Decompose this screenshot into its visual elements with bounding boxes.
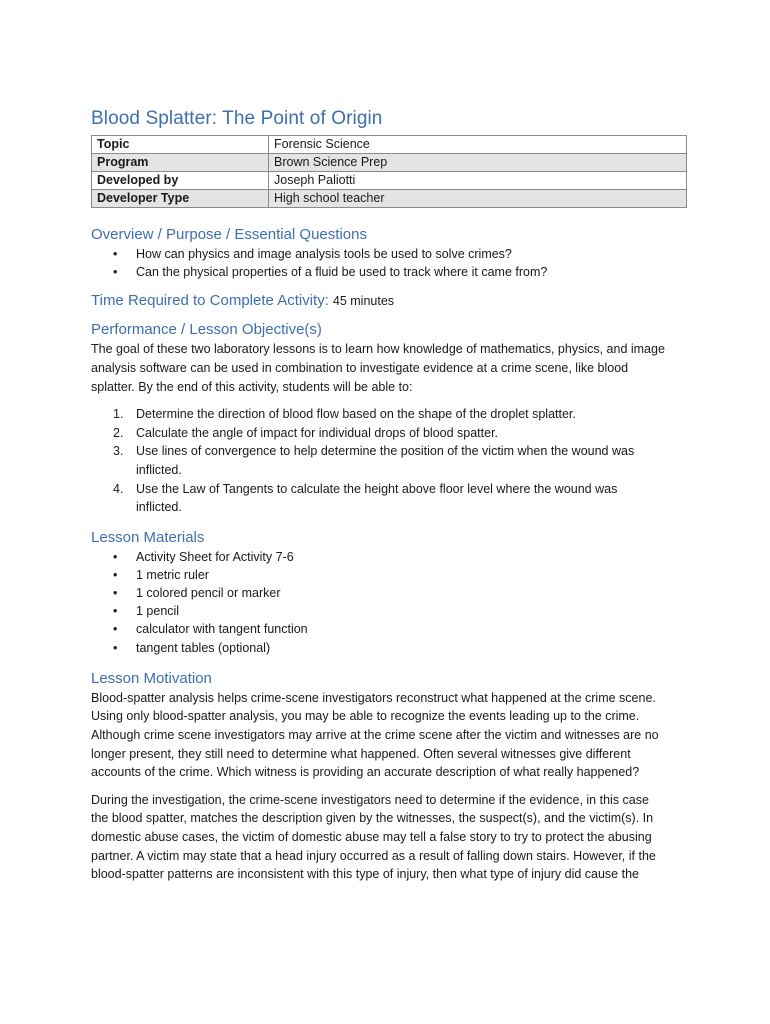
list-item-text: inflicted. [136, 500, 182, 515]
text-line: accounts of the crime. Which witness is providing an accurate description of what really happened? [91, 765, 640, 780]
bullet-icon: • [113, 265, 118, 280]
bullet-icon: • [113, 549, 118, 564]
list-item-text: Activity Sheet for Activity 7-6 [136, 549, 294, 564]
list-number: 1. [113, 407, 124, 422]
objectives-list [91, 405, 691, 517]
list-item [91, 263, 691, 281]
motivation-paragraph-1 [91, 689, 691, 782]
list-item [91, 424, 691, 443]
list-item [91, 620, 691, 638]
table-value: Joseph Paliotti [269, 172, 687, 190]
text-line: splatter. By the end of this activity, students will be able to: [91, 379, 413, 394]
motivation-heading: Lesson Motivation [91, 669, 212, 687]
list-item-text: Calculate the angle of impact for individual drops of blood spatter. [136, 425, 499, 440]
list-number: 3. [113, 444, 124, 459]
list-item [91, 639, 691, 657]
list-number: 4. [113, 481, 124, 496]
text-line: Using only blood-spatter analysis, you may be able to recognize the events leading up to the crime. [91, 709, 640, 724]
list-item-text: 1 colored pencil or marker [136, 586, 281, 601]
materials-heading: Lesson Materials [91, 528, 205, 546]
time-heading: Time Required to Complete Activity: [91, 292, 329, 310]
document-content [91, 108, 691, 884]
table-row [92, 154, 687, 172]
objectives-intro [91, 340, 691, 396]
list-item [91, 566, 691, 584]
text-line: blood-spatter patterns are inconsistent with this type of injury, then what type of injury did cause the [91, 867, 639, 882]
bullet-icon: • [113, 567, 118, 582]
document-title: Blood Splatter: The Point of Origin [91, 108, 383, 129]
overview-heading: Overview / Purpose / Essential Questions [91, 226, 367, 243]
table-key: Topic [92, 136, 269, 154]
text-line: longer present, they still need to determine what happened. Often several witnesses give different [91, 746, 631, 761]
materials-list [91, 548, 691, 657]
list-item [91, 602, 691, 620]
motivation-paragraph-2 [91, 791, 691, 884]
table-value: High school teacher [269, 190, 687, 208]
list-item-text: tangent tables (optional) [136, 640, 271, 655]
list-item [91, 245, 691, 263]
text-line: Although crime scene investigators may arrive at the crime scene after the victim and witnesses are no [91, 728, 659, 743]
overview-list [91, 245, 691, 281]
list-item-text: How can physics and image analysis tools be used to solve crimes? [136, 247, 512, 261]
list-item [91, 584, 691, 602]
time-value: 45 minutes [332, 294, 395, 309]
list-item [91, 442, 691, 479]
bullet-icon: • [113, 247, 118, 261]
table-row [92, 136, 687, 154]
table-row [92, 190, 687, 208]
overview-section [91, 226, 691, 281]
text-line: Blood-spatter analysis helps crime-scene investigators reconstruct what happened at the crime scene. [91, 690, 656, 705]
materials-section [91, 529, 691, 657]
bullet-icon: • [113, 604, 118, 619]
text-line: domestic abuse cases, the victim of domestic abuse may tell a false story to try to protect the abusing [91, 830, 652, 844]
time-section [91, 292, 691, 309]
list-item-text: inflicted. [136, 462, 182, 477]
bullet-icon: • [113, 622, 118, 637]
table-value: Brown Science Prep [269, 154, 687, 172]
list-item-text: Use lines of convergence to help determine the position of the victim when the wound was [136, 444, 635, 459]
list-item [91, 548, 691, 566]
text-line: During the investigation, the crime-scene investigators need to determine if the evidence, in this case [91, 792, 649, 807]
list-item-text: Use the Law of Tangents to calculate the height above floor level where the wound was [136, 481, 618, 496]
list-item-text: Can the physical properties of a fluid be used to track where it came from? [136, 265, 548, 280]
list-item-text: calculator with tangent function [136, 622, 308, 637]
table-value: Forensic Science [269, 136, 687, 154]
list-item-text: 1 metric ruler [136, 567, 209, 582]
table-key: Program [92, 154, 269, 172]
motivation-section [91, 670, 691, 884]
list-item [91, 405, 691, 424]
list-number: 2. [113, 425, 124, 440]
list-item-text: Determine the direction of blood flow based on the shape of the droplet splatter. [136, 407, 576, 422]
table-key: Developer Type [92, 190, 269, 208]
lesson-info-table [91, 135, 687, 208]
objectives-section [91, 321, 691, 516]
list-item [91, 480, 691, 517]
text-line: The goal of these two laboratory lessons is to learn how knowledge of mathematics, physics, and image [91, 342, 665, 357]
list-item-text: 1 pencil [136, 604, 180, 619]
text-line: the blood spatter, matches the description given by the witnesses, the suspect(s), and the victim(s). In [91, 811, 654, 826]
table-key: Developed by [92, 172, 269, 190]
objectives-heading: Performance / Lesson Objective(s) [91, 321, 322, 339]
bullet-icon: • [113, 586, 118, 601]
text-line: analysis software can be used in combination to investigate evidence at a crime scene, like blood [91, 360, 629, 375]
table-row [92, 172, 687, 190]
text-line: partner. A victim may state that a head injury occurred as a result of falling down stairs. However, if the [91, 848, 656, 863]
bullet-icon: • [113, 640, 118, 655]
